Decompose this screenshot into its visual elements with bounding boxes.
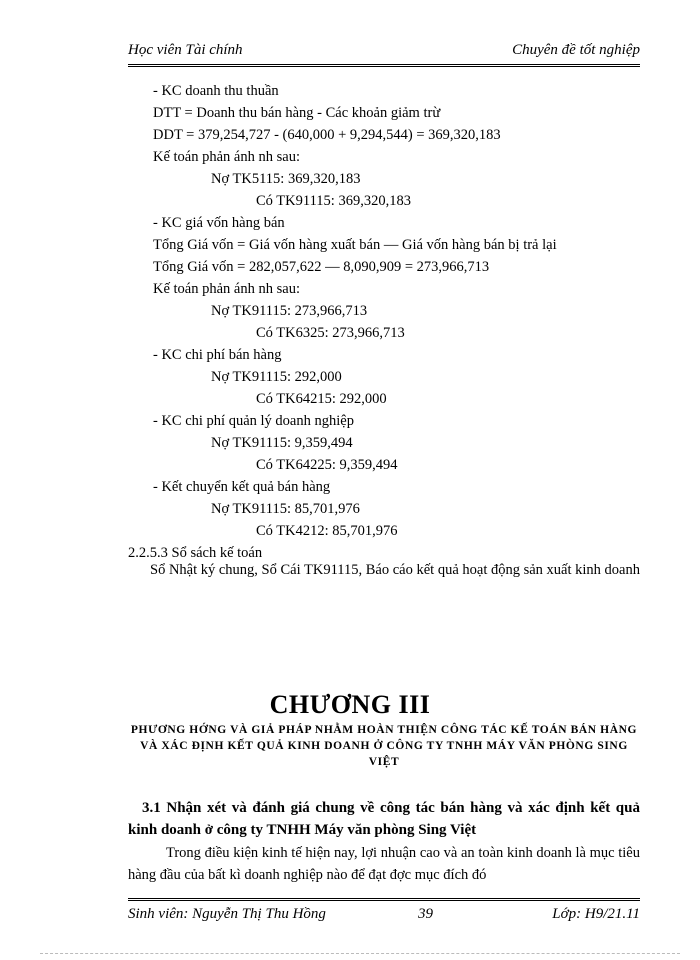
books-paragraph [128, 559, 640, 581]
text-line: Tổng Giá vốn = Giá vốn hàng xuất bán — Giá vốn hàng bán bị trả lại [153, 237, 557, 253]
text-line: Tổng Giá vốn = 282,057,622 — 8,090,909 = 273,966,713 [153, 259, 490, 275]
books-paragraph-text: Sổ Nhật ký chung, Sổ Cái TK91115, Báo cáo kết quả hoạt động sản xuất kinh doanh [150, 562, 640, 578]
chapter-subtitle: PHƯƠNG HỚNG VÀ GIẢ PHÁP NHẰM HOÀN THIỆN CÔNG TÁC KẾ TOÁN BÁN HÀNG VÀ XÁC ĐỊNH KẾT QUẢ KINH DOANH Ở CÔNG TY TNHH MÁY VĂN PHÒNG SING VIỆT [130, 724, 638, 768]
chapter-title: CHƯƠNG III [269, 690, 431, 719]
header-institution: Học viên Tài chính [128, 42, 243, 58]
section-heading-text: 3.1 Nhận xét và đánh giá chung về công tác bán hàng và xác định kết quả kinh doanh ở công ty TNHH Máy văn phòng Sing Việt [128, 800, 640, 838]
text-line: - KC chi phí bán hàng [153, 347, 282, 363]
text-line: - Kết chuyển kết quả bán hàng [153, 479, 331, 495]
page-header [128, 40, 640, 67]
text-line: Có TK4212: 85,701,976 [256, 523, 398, 539]
text-line: Kế toán phản ánh nh sau: [153, 281, 300, 297]
text-line: DDT = 379,254,727 - (640,000 + 9,294,544) = 369,320,183 [153, 127, 501, 143]
text-line: - KC giá vốn hàng bán [153, 215, 285, 231]
text-line: Có TK64215: 292,000 [256, 391, 387, 407]
intro-paragraph-text: Trong điều kiện kinh tế hiện nay, lợi nhuận cao và an toàn kinh doanh là mục tiêu hàng đầu của bất kì doanh nghiệp nào để đạt đợc mục đích đó [128, 845, 640, 883]
intro-paragraph [128, 842, 640, 886]
text-line: Có TK91115: 369,320,183 [256, 193, 411, 209]
text-line: Nợ TK91115: 273,966,713 [211, 303, 368, 319]
page-number: 39 [418, 906, 433, 922]
text-line: Nợ TK91115: 9,359,494 [211, 435, 353, 451]
text-line: Có TK6325: 273,966,713 [256, 325, 405, 341]
text-line: Nợ TK91115: 292,000 [211, 369, 342, 385]
text-line: Có TK64225: 9,359,494 [256, 457, 398, 473]
text-line: DTT = Doanh thu bán hàng - Các khoản giảm trừ [153, 105, 441, 121]
text-line: Nợ TK91115: 85,701,976 [211, 501, 360, 517]
footer-student: Sinh viên: Nguyễn Thị Thu Hồng [128, 906, 326, 922]
page-edge-divider [40, 953, 680, 954]
text-line: - KC doanh thu thuần [153, 83, 279, 99]
text-line: Kế toán phản ánh nh sau: [153, 149, 300, 165]
text-line: - KC chi phí quản lý doanh nghiệp [153, 413, 354, 429]
subsection-heading: 2.2.5.3 Sổ sách kế toán [128, 545, 263, 561]
section-heading [128, 797, 640, 841]
text-line: Nợ TK5115: 369,320,183 [211, 171, 361, 187]
footer-class: Lớp: H9/21.11 [552, 906, 640, 922]
page-footer [128, 898, 640, 925]
header-doc-type: Chuyên đề tốt nghiệp [512, 42, 640, 58]
